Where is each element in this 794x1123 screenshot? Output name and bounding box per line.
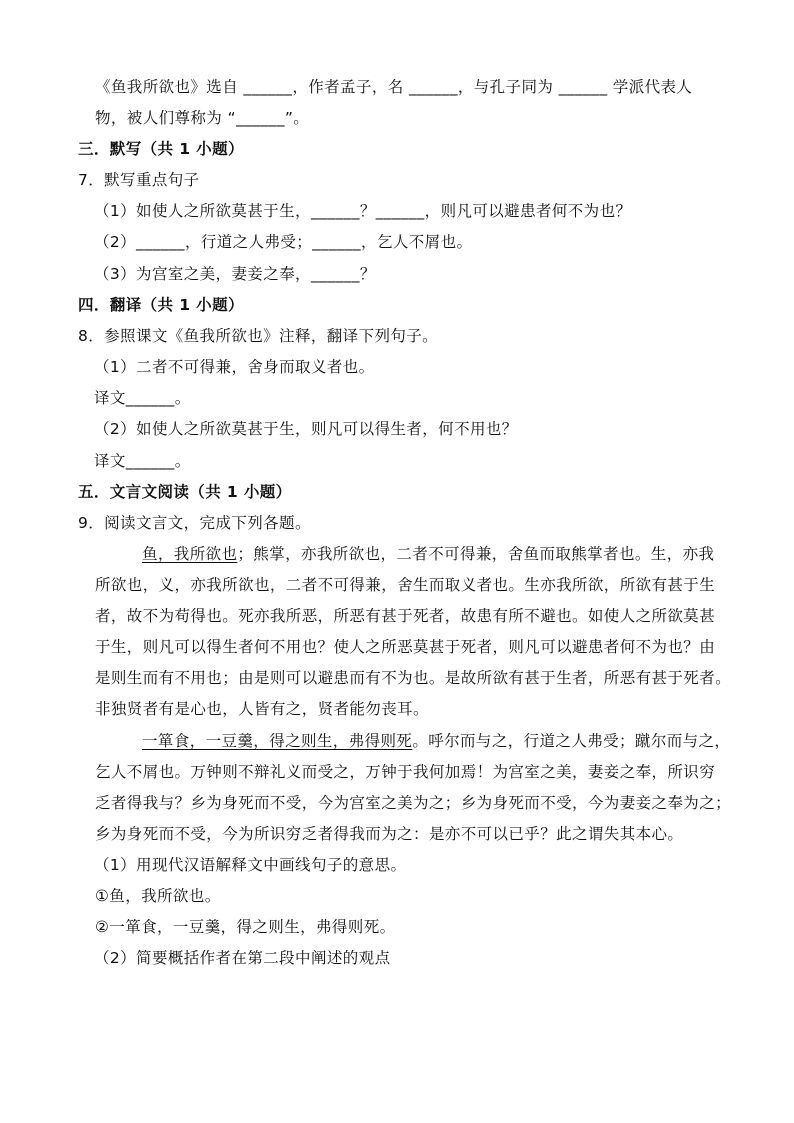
q7-item-3: （3）为宫室之美，妻妾之奉，______？ xyxy=(94,265,376,283)
intro-line-2: 物，被人们尊称为 “______”。 xyxy=(95,109,310,127)
intro-line-1: 《鱼我所欲也》选自 ______，作者孟子，名 ______，与孔子同为 ______ 学派代表人 xyxy=(95,78,693,96)
q8-answer-1: 译文______。 xyxy=(94,389,191,407)
passage-text: ；熊掌，亦我所欲也，二者不可得兼，舍鱼而取熊掌者也。生，亦我 xyxy=(237,545,715,563)
passage-p1-line-4: 于生，则凡可以得生者何不用也？使人之所恶莫甚于死者，则凡可以避患者何不为也？由 xyxy=(95,638,716,656)
passage-p1-line-2: 所欲也，义，亦我所欲也，二者不可得兼，舍生而取义者也。生亦我所欲，所欲有甚于生 xyxy=(95,576,716,594)
underlined-sentence-1: 鱼，我所欲也 xyxy=(142,545,238,563)
q8-sentence-1: （1）二者不可得兼，舍身而取义者也。 xyxy=(94,358,375,376)
question-7: 7．默写重点句子 xyxy=(78,171,200,189)
q9-sub-2: （2）简要概括作者在第二段中阐述的观点 xyxy=(94,949,391,967)
passage-p2-line-4: 乡为身死而不受，今为所识穷乏者得我而为之：是亦不可以已乎？此之谓失其本心。 xyxy=(95,825,684,843)
section-3-heading: 三．默写（共 1 小题） xyxy=(78,140,244,158)
section-5-heading: 五．文言文阅读（共 1 小题） xyxy=(78,483,292,501)
question-9: 9．阅读文言文，完成下列各题。 xyxy=(78,514,311,532)
passage-p2-line-1 xyxy=(142,731,730,751)
passage-p2-line-3: 乏者得我与？乡为身死而不受，今为宫室之美为之；乡为身死而不受，今为妻妾之奉为之； xyxy=(95,794,732,812)
passage-p1-line-1 xyxy=(142,544,714,564)
question-8: 8．参照课文《鱼我所欲也》注释，翻译下列句子。 xyxy=(78,327,439,345)
section-4-heading: 四．翻译（共 1 小题） xyxy=(78,296,244,314)
q9-sub-1: （1）用现代汉语解释文中画线句子的意思。 xyxy=(94,856,407,874)
q9-sub-1a: ①鱼，我所欲也。 xyxy=(95,887,221,905)
passage-p1-line-5: 是则生而有不用也；由是则可以避患而有不为也。是故所欲有甚于生者，所恶有甚于死者。 xyxy=(95,669,732,687)
q8-sentence-2: （2）如使人之所欲莫甚于生，则凡可以得生者，何不用也？ xyxy=(94,420,518,438)
passage-p1-line-3: 者，故不为苟得也。死亦我所恶，所恶有甚于死者，故患有所不避也。如使人之所欲莫甚 xyxy=(95,607,716,625)
q9-sub-1b: ②一箪食，一豆羹，得之则生，弗得则死。 xyxy=(95,918,396,936)
q7-item-2: （2）______，行道之人弗受；______，乞人不屑也。 xyxy=(94,233,473,251)
underlined-sentence-2: 一箪食，一豆羹，得之则生，弗得则死 xyxy=(142,732,413,750)
passage-p2-line-2: 乞人不屑也。万钟则不辩礼义而受之，万钟于我何加焉！为宫室之美，妻妾之奉，所识穷 xyxy=(95,763,716,781)
passage-p1-line-6: 非独贤者有是心也，人皆有之，贤者能勿丧耳。 xyxy=(95,700,429,718)
q8-answer-2: 译文______。 xyxy=(94,452,191,470)
passage-text: 。呼尔而与之，行道之人弗受；蹴尔而与之， xyxy=(412,732,731,750)
q7-item-1: （1）如使人之所欲莫甚于生，______？______，则凡可以避患者何不为也？ xyxy=(94,202,632,220)
